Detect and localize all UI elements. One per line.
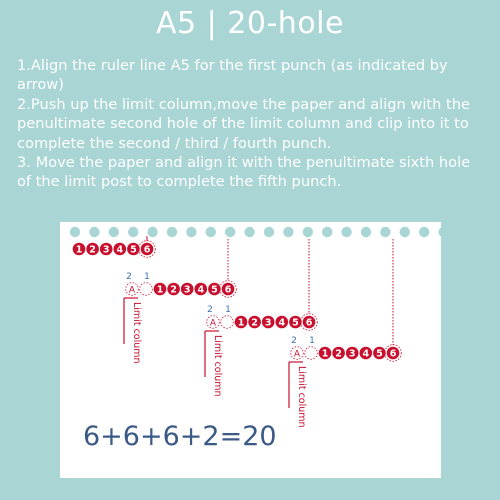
number-badge-label: 5 bbox=[130, 244, 137, 256]
hole-formula: 6+6+6+2=20 bbox=[83, 421, 277, 452]
marker-number: 2 bbox=[291, 336, 297, 346]
punch-hole bbox=[419, 227, 429, 237]
instructions bbox=[17, 56, 487, 192]
number-badge-label: 2 bbox=[251, 317, 258, 329]
punch-hole bbox=[400, 227, 410, 237]
punch-hole bbox=[147, 227, 157, 237]
instruction-step-1: 1.Align the ruler line A5 for the first punch (as indicated by arrow) bbox=[17, 57, 448, 94]
page-title: A5 | 20-hole bbox=[156, 6, 344, 41]
number-badge-label: 3 bbox=[348, 348, 356, 360]
limit-column-label: Limit column bbox=[296, 366, 307, 428]
marker-number: 2 bbox=[207, 305, 213, 315]
number-badge-label: 2 bbox=[170, 284, 177, 296]
marker-letter: A bbox=[128, 285, 136, 296]
punch-hole bbox=[438, 227, 441, 237]
number-badge-label: 5 bbox=[376, 348, 383, 360]
number-badge-label: 4 bbox=[278, 317, 286, 329]
number-badge-label: 5 bbox=[211, 284, 218, 296]
limit-column-label: Limit column bbox=[212, 335, 223, 397]
limit-column-label: Limit column bbox=[131, 302, 142, 364]
marker-number: 1 bbox=[225, 305, 231, 315]
punch-hole bbox=[206, 227, 216, 237]
punch-hole bbox=[283, 227, 293, 237]
punch-hole bbox=[109, 227, 119, 237]
number-badge-label: 3 bbox=[264, 317, 272, 329]
punch-hole bbox=[167, 227, 177, 237]
instruction-step-2: 2.Push up the limit column,move the paper and align with the penultimate second hole of the limit column and clip into it to complete the second / third / fourth punch. bbox=[17, 95, 470, 152]
number-badge-label: 1 bbox=[237, 317, 245, 329]
number-badge-label: 1 bbox=[156, 284, 164, 296]
punch-hole bbox=[186, 227, 196, 237]
number-badge-label: 2 bbox=[335, 348, 342, 360]
punch-hole bbox=[70, 227, 80, 237]
instruction-step-3: 3. Move the paper and align it with the penultimate sixth hole of the limit post to complete the fifth punch. bbox=[17, 154, 471, 191]
number-badge-label: 4 bbox=[197, 284, 205, 296]
number-badge-label: 1 bbox=[75, 244, 83, 256]
punch-hole bbox=[380, 227, 390, 237]
number-badge-label: 6 bbox=[143, 244, 151, 256]
dashed-placeholder bbox=[140, 283, 153, 296]
marker-letter: A bbox=[293, 349, 301, 360]
punch-hole bbox=[225, 227, 235, 237]
number-badge-label: 4 bbox=[116, 244, 124, 256]
punch-diagram-card bbox=[60, 222, 441, 478]
number-badge-label: 3 bbox=[183, 284, 191, 296]
number-badge-label: 2 bbox=[89, 244, 96, 256]
marker-number: 1 bbox=[144, 272, 150, 282]
punch-hole bbox=[264, 227, 274, 237]
marker-letter: A bbox=[209, 318, 217, 329]
dashed-placeholder bbox=[305, 347, 318, 360]
punch-hole bbox=[341, 227, 351, 237]
number-badge-label: 6 bbox=[224, 284, 232, 296]
punch-hole bbox=[244, 227, 254, 237]
punch-hole bbox=[361, 227, 371, 237]
number-badge-label: 6 bbox=[305, 317, 313, 329]
punch-hole bbox=[89, 227, 99, 237]
marker-number: 2 bbox=[126, 272, 132, 282]
number-badge-label: 3 bbox=[102, 244, 110, 256]
number-badge-label: 6 bbox=[389, 348, 397, 360]
marker-number: 1 bbox=[309, 336, 315, 346]
number-badge-label: 4 bbox=[362, 348, 370, 360]
punch-hole bbox=[322, 227, 332, 237]
punch-hole bbox=[303, 227, 313, 237]
number-badge-label: 1 bbox=[321, 348, 329, 360]
number-badge-label: 5 bbox=[292, 317, 299, 329]
punch-hole bbox=[128, 227, 138, 237]
dashed-placeholder bbox=[221, 316, 234, 329]
